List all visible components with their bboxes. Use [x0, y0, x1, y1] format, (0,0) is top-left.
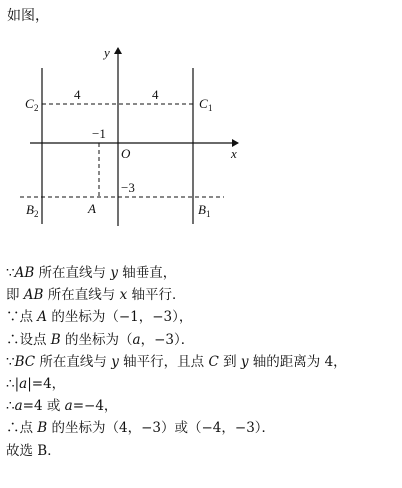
- c2-subscript: 2: [34, 103, 39, 113]
- b2-subscript: 2: [34, 209, 39, 219]
- c1-label: C: [199, 96, 208, 111]
- solution-line-3: ∵点 A 的坐标为（−1，−3），: [6, 309, 193, 326]
- solution-line-4: ∴设点 B 的坐标为（a，−3）．: [6, 331, 195, 348]
- solution-block: [6, 262, 347, 462]
- b2-label: B: [26, 202, 34, 217]
- solution-line-1: ∵AB 所在直线与 y 轴垂直，: [6, 265, 177, 281]
- b1-subscript: 1: [206, 209, 211, 219]
- y-axis-label: y: [104, 45, 110, 60]
- solution-line-6: ∴|a|=4，: [6, 376, 66, 393]
- minus-three-label: −3: [121, 180, 135, 195]
- origin-label: O: [121, 146, 131, 161]
- solution-line-7: ∴a=4 或 a=−4，: [6, 398, 118, 415]
- solution-line-2: 即 AB 所在直线与 x 轴平行．: [6, 287, 186, 304]
- solution-line-9: 故选 B．: [6, 442, 61, 459]
- minus-one-label: −1: [92, 126, 106, 141]
- c1-subscript: 1: [208, 103, 213, 113]
- a-point-label: A: [88, 201, 96, 216]
- x-axis-label: x: [231, 146, 237, 161]
- b1-label: B: [198, 202, 206, 217]
- left-distance-label: 4: [74, 87, 81, 102]
- right-distance-label: 4: [152, 87, 159, 102]
- solution-line-8: ∴点 B 的坐标为（4，−3）或（−4，−3）．: [6, 420, 276, 437]
- c2-label: C: [25, 96, 34, 111]
- intro-text: 如图，: [7, 8, 49, 24]
- solution-line-5: ∵BC 所在直线与 y 轴平行，且点 C 到 y 轴的距离为 4，: [6, 353, 347, 370]
